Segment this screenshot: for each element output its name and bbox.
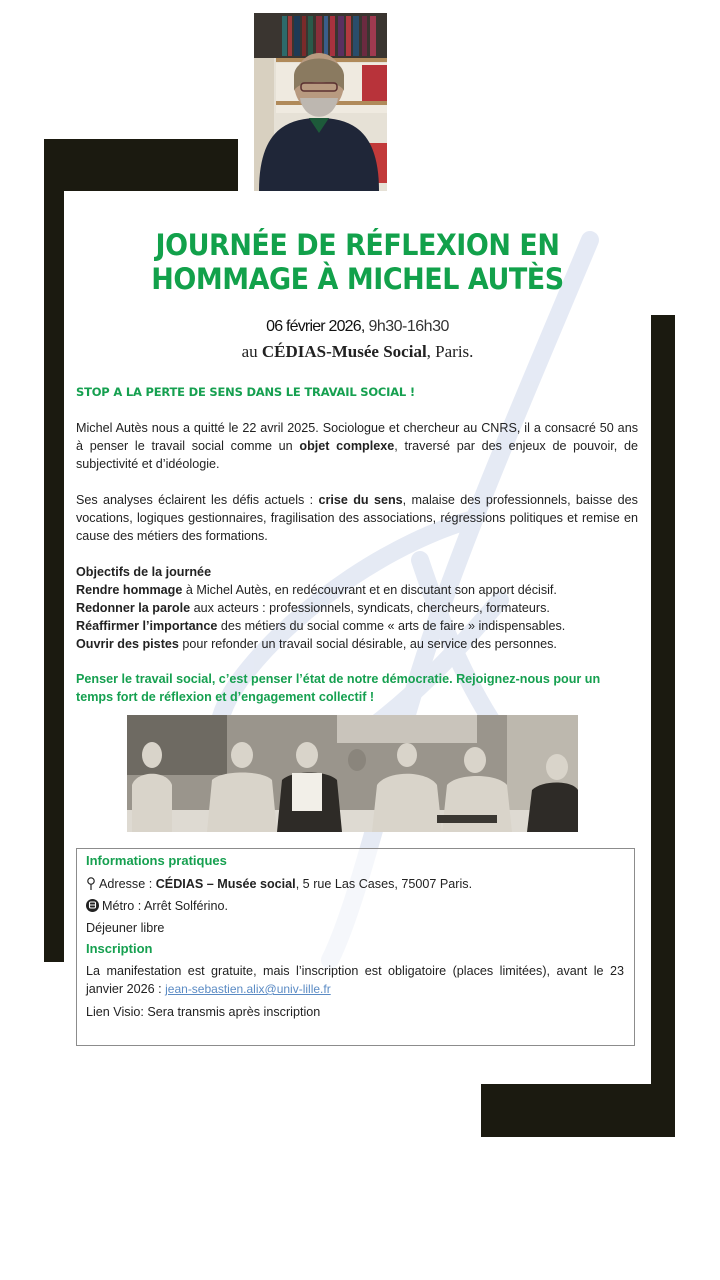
slogan: STOP A LA PERTE DE SENS DANS LE TRAVAIL SOCIAL ! xyxy=(76,385,415,399)
practical-info-box xyxy=(76,848,635,1046)
paragraph-text: Michel Autès nous a quitté le 22 avril 2025. Sociologue et chercheur au CNRS, il a consacré 50 ans à penser le travail social comme un xyxy=(76,421,638,453)
paragraph-bold: objet complexe xyxy=(299,439,395,453)
hours-text: 9h30-16h30 xyxy=(364,318,449,335)
objective-bold: Réaffirmer l’importance xyxy=(76,619,218,633)
info-heading: Informations pratiques xyxy=(86,853,227,868)
metro-icon xyxy=(86,899,99,917)
title-line-1: JOURNÉE DE RÉFLEXION EN xyxy=(155,228,560,262)
date-text: 06 février 2026, xyxy=(266,318,365,335)
portrait-photo xyxy=(254,13,387,191)
frame-bottom-right-bar xyxy=(481,1084,675,1137)
metro-line xyxy=(86,897,624,917)
group-photo xyxy=(127,715,578,832)
place-suffix: , Paris. xyxy=(426,342,474,361)
objective-text: à Michel Autès, en redécouvrant et en discutant son apport décisif. xyxy=(182,583,557,597)
visio-line: Lien Visio: Sera transmis après inscription xyxy=(86,1005,321,1019)
event-place xyxy=(64,342,651,362)
address-street: , 5 rue Las Cases, 75007 Paris. xyxy=(295,877,473,891)
objective-bold: Rendre hommage xyxy=(76,583,183,597)
objective-item xyxy=(76,581,638,599)
title-line-2: HOMMAGE À MICHEL AUTÈS xyxy=(151,262,564,296)
frame-right-bar xyxy=(651,315,675,1137)
registration-text xyxy=(86,962,624,998)
event-date xyxy=(64,318,651,336)
paragraph-analysis xyxy=(76,491,638,545)
objective-text: pour refonder un travail social désirable, au service des personnes. xyxy=(178,637,557,651)
page-title xyxy=(85,228,631,296)
objective-bold: Ouvrir des pistes xyxy=(76,637,179,651)
address-line xyxy=(86,875,624,895)
address-venue: CÉDIAS – Musée social xyxy=(155,877,296,891)
registration-email-link[interactable]: jean-sebastien.alix@univ-lille.fr xyxy=(165,982,331,996)
objective-item xyxy=(76,617,638,635)
objectives-heading: Objectifs de la journée xyxy=(76,565,212,579)
paragraph-text: , malaise des professionnels, baisse des vocations, logiques gestionnaires, fragilisation des associations, régressions politiques et remise en cause des métiers des formations. xyxy=(76,493,638,543)
place-name: CÉDIAS-Musée Social xyxy=(261,342,427,361)
objective-text: des métiers du social comme « arts de faire » indispensables. xyxy=(217,619,566,633)
frame-left-bar xyxy=(44,139,64,962)
paragraph-text: , traversé par des enjeux de pouvoir, de subjectivité et d’idéologie. xyxy=(76,439,638,471)
paragraph-bold: crise du sens xyxy=(318,493,403,507)
place-prefix: au xyxy=(241,342,262,361)
objective-bold: Redonner la parole xyxy=(76,601,191,615)
paragraph-text: Ses analyses éclairent les défis actuels : xyxy=(76,493,319,507)
registration-body: La manifestation est gratuite, mais l’inscription est obligatoire (places limitées), avant le 23 janvier 2026 : xyxy=(86,964,624,996)
paragraph-tribute xyxy=(76,419,638,473)
lunch-line: Déjeuner libre xyxy=(86,921,165,935)
objective-item xyxy=(76,635,638,653)
frame-top-left-bar xyxy=(44,139,238,191)
objective-item xyxy=(76,599,638,617)
objectives-section xyxy=(76,563,638,653)
metro-text: Métro : Arrêt Solférino. xyxy=(102,899,228,913)
address-label: Adresse : xyxy=(99,877,156,891)
call-to-action: Penser le travail social, c’est penser l’état de notre démocratie. Rejoignez-nous pour un temps fort de réflexion et d’engagement collectif ! xyxy=(76,672,601,704)
registration-heading: Inscription xyxy=(86,941,153,956)
objective-text: aux acteurs : professionnels, syndicats, chercheurs, formateurs. xyxy=(190,601,550,615)
map-pin-icon xyxy=(86,877,96,895)
